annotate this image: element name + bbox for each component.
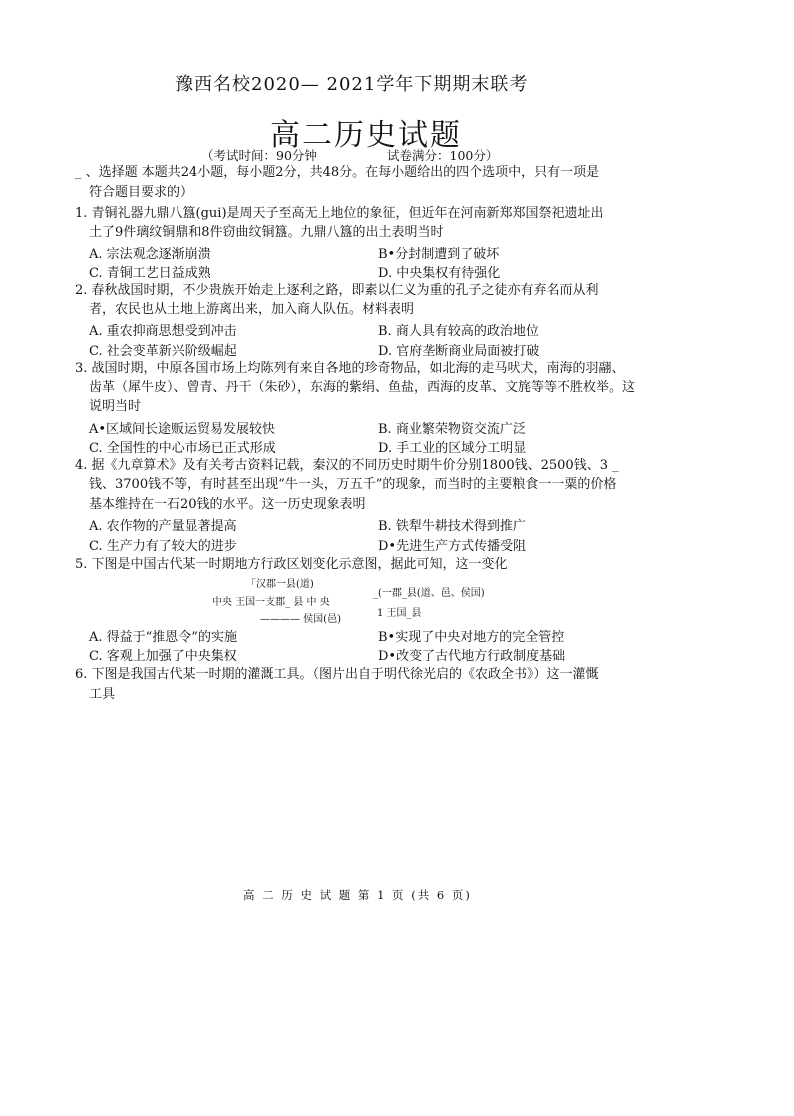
option-c: C. 生产力有了较大的进步 (89, 539, 237, 554)
question-stem: 3. 战国时期，中原各国市场上均陈列有来自各地的珍奇物品，如北海的走马吠犬，南海的羽翮、 (75, 361, 625, 376)
question-stem: 者，农民也从土地上游离出来，加入商人队伍。材料表明 (89, 302, 415, 317)
option-c: C. 青铜工艺日益成熟 (89, 266, 211, 281)
question-stem: 土了9件璃纹铜鼎和8件窃曲纹铜簋。九鼎八簋的出土表明当时 (89, 225, 444, 240)
diagram-text: 中央 王国一支郡_ 县 中 央 (212, 597, 330, 608)
school-header: 豫西名校2020— 2021学年下期期末联考 (175, 74, 529, 95)
question-stem: 齿革（犀牛皮）、曾青、丹干（朱砂），东海的紫绢、鱼盐，西海的皮革、文旄等等不胜枚举。这 (89, 380, 636, 395)
section-instruction-cont: 符合题目要求的） (89, 185, 194, 200)
option-d: D. 手工业的区域分工明显 (378, 441, 527, 456)
option-c: C. 全国性的中心市场已正式形成 (89, 441, 276, 456)
option-b: B. 商业繁荣物资交流广泛 (378, 422, 526, 437)
diagram-text: ———— 侯国(邑) (260, 614, 341, 625)
question-stem: 工具 (89, 687, 116, 702)
diagram-text: 「汉郡一县(道) (246, 579, 314, 590)
question-stem: 2. 春秋战国时期，不少贵族开始走上逐利之路，即素以仁义为重的孔子之徒亦有弃名而从利 (75, 283, 599, 298)
option-a: A. 得益于“推恩令”的实施 (89, 630, 237, 645)
option-d: D•先进生产方式传播受阻 (378, 539, 527, 554)
option-d: D. 官府垄断商业局面被打破 (378, 344, 540, 359)
option-c: C. 社会变革新兴阶级崛起 (89, 344, 237, 359)
question-stem: 基本维持在一石20钱的水平。这一历史现象表明 (89, 497, 366, 512)
exam-time: （考试时间：90分钟 (201, 148, 317, 163)
option-d: D•改变了古代地方行政制度基础 (378, 649, 566, 664)
option-a: A•区域间长途贩运贸易发展较快 (89, 422, 276, 437)
option-a: A. 农作物的产量显著提高 (89, 519, 237, 534)
option-d: D. 中央集权有待强化 (378, 266, 501, 281)
page-title: 高二历史试题 (270, 118, 462, 153)
diagram-text: 1 王国_县 (377, 608, 422, 619)
option-b: B•分封制遭到了破坏 (378, 247, 500, 262)
question-stem: 1. 青铜礼器九鼎八簋(gui)是周天子至高无上地位的象征，但近年在河南新郑郑国祭祀遗址出 (75, 206, 604, 221)
question-stem: 6. 下图是我国古代某一时期的灌溉工具。（图片出自于明代徐光启的《农政全书》）这一灌慨 (75, 667, 599, 682)
exam-score: 试卷满分：100分） (387, 148, 499, 163)
option-a: A. 宗法观念逐渐崩溃 (89, 247, 211, 262)
option-c: C. 客观上加强了中央集权 (89, 649, 237, 664)
option-a: A. 重农抑商思想受到冲击 (89, 324, 237, 339)
question-stem: 5. 下图是中国古代某一时期地方行政区划变化示意图，据此可知，这一变化 (75, 557, 508, 572)
question-stem: 4. 据《九章算术》及有关考古资料记载，秦汉的不同历史时期牛价分别1800钱、2500钱、3 _ (75, 458, 619, 473)
option-b: B. 铁犁牛耕技术得到推广 (378, 519, 526, 534)
option-b: B•实现了中央对地方的完全管控 (378, 630, 565, 645)
question-stem: 说明当时 (89, 399, 142, 414)
diagram-text: _(一郡_县(道、邑、侯国) (373, 588, 485, 599)
page-footer: 高 二 历 史 试 题 第 1 页 (共 6 页) (243, 888, 472, 902)
section-instruction: _ 、选择题 本题共24小题，每小题2分，共48分。在每小题给出的四个选项中，只有一项是 (75, 165, 600, 180)
option-b: B. 商人具有较高的政治地位 (378, 324, 539, 339)
question-stem: 钱、3700钱不等，有时甚至出现“牛一头，万五千”的现象，而当时的主要粮食一一粟的价格 (89, 477, 617, 492)
